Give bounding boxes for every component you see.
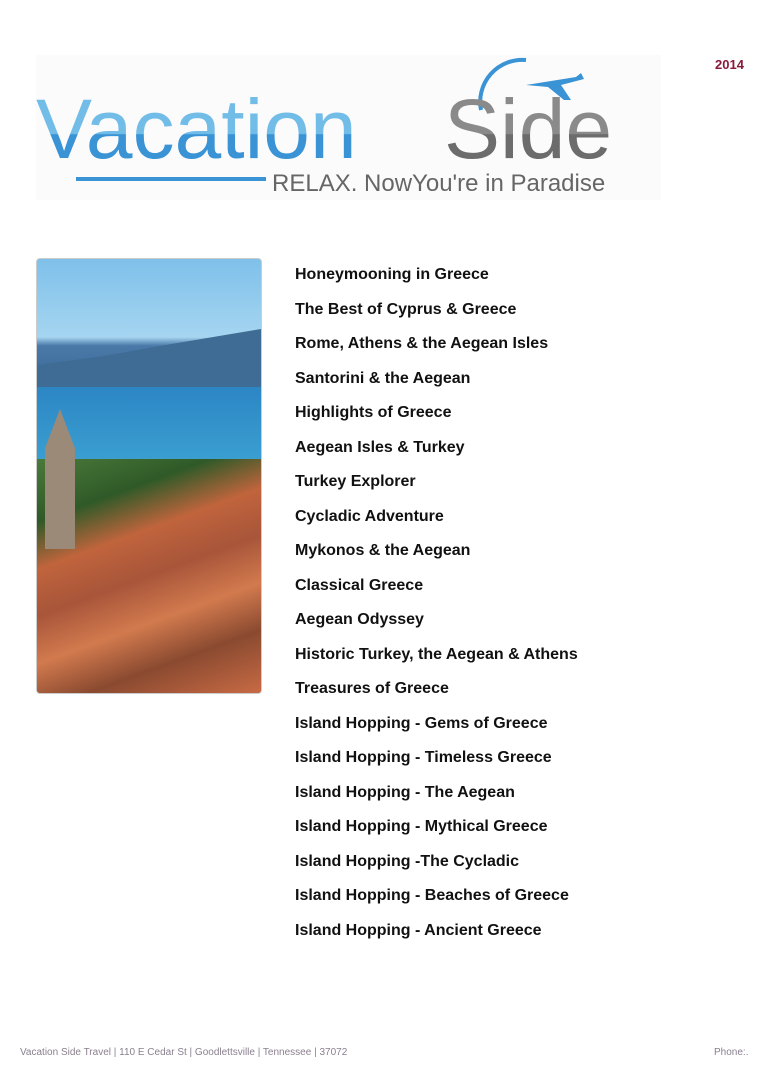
year: 2014	[715, 57, 744, 72]
tour-item: Island Hopping - Mythical Greece	[295, 818, 548, 835]
tour-item: Island Hopping - Beaches of Greece	[295, 887, 569, 904]
footer-phone: Phone:.	[714, 1047, 749, 1058]
tour-item: Treasures of Greece	[295, 680, 449, 697]
tour-item: Rome, Athens & the Aegean Isles	[295, 335, 549, 352]
tour-item: Classical Greece	[295, 576, 424, 594]
footer-address: Vacation Side Travel | 110 E Cedar St | Goodlettsville | Tennessee | 37072	[20, 1047, 348, 1058]
tour-item: The Best of Cyprus & Greece	[295, 300, 517, 318]
tour-item: Island Hopping - Timeless Greece	[295, 749, 552, 766]
tour-item: Island Hopping - Gems of Greece	[295, 714, 548, 732]
tour-item: Aegean Odyssey	[295, 611, 424, 628]
tour-item: Turkey Explorer	[295, 473, 416, 490]
tour-item: Highlights of Greece	[295, 404, 452, 421]
tour-item: Mykonos & the Aegean	[295, 542, 471, 559]
tour-item: Island Hopping - Ancient Greece	[295, 921, 542, 939]
vacation-side-logo	[36, 55, 661, 200]
greek-town-photo	[36, 258, 262, 694]
logo-brand-part2: Side	[444, 82, 613, 176]
tour-item: Honeymooning in Greece	[295, 266, 489, 283]
tour-item: Island Hopping -The Cycladic	[295, 852, 520, 870]
logo-tagline: RELAX. NowYou're in Paradise	[272, 170, 606, 197]
logo-brand-part1: Vacation	[36, 82, 357, 176]
tour-item: Santorini & the Aegean	[295, 369, 471, 387]
tour-list	[295, 265, 578, 955]
tour-item: Historic Turkey, the Aegean & Athens	[295, 645, 578, 663]
tour-item: Island Hopping - The Aegean	[295, 783, 515, 801]
tour-item: Cycladic Adventure	[295, 507, 444, 525]
tour-item: Aegean Isles & Turkey	[295, 438, 465, 456]
